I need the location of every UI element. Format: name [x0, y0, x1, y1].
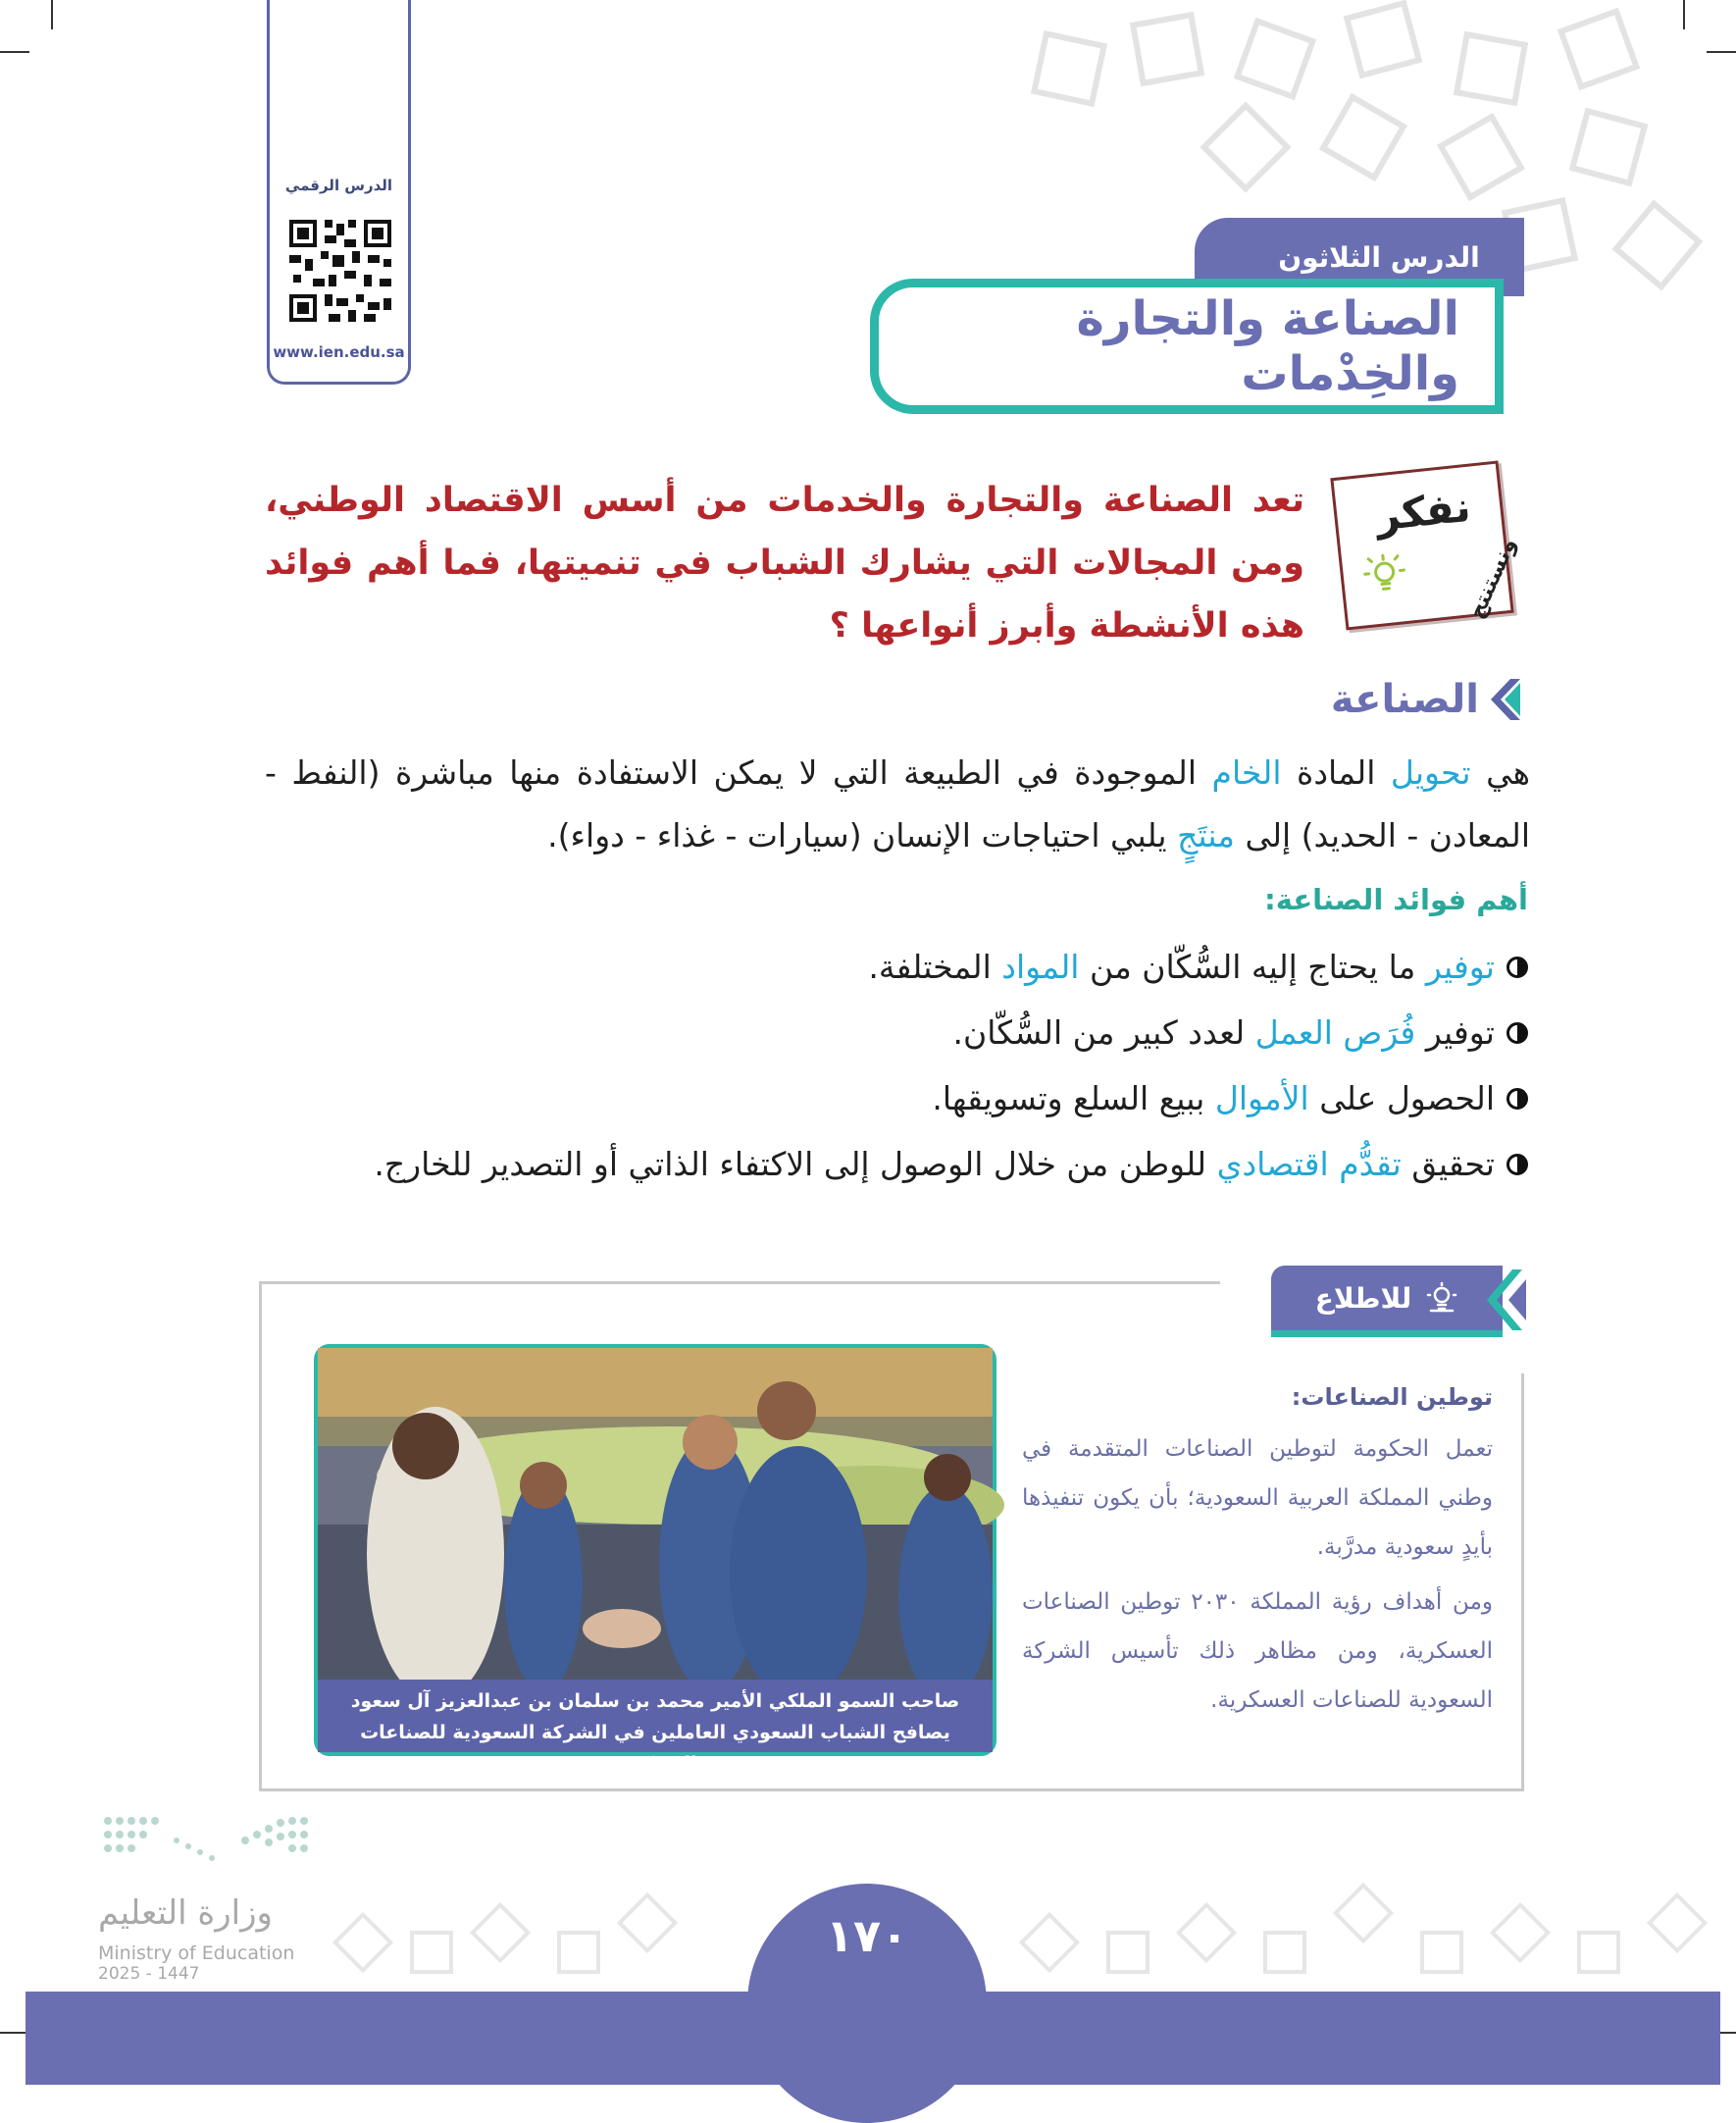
benefit-highlight: المواد: [1001, 948, 1079, 986]
section-heading: [1331, 677, 1522, 722]
bullet-icon: [1506, 957, 1528, 978]
list-item: [253, 1000, 1528, 1065]
news-photo: [314, 1344, 996, 1756]
digital-lesson-label: الدرس الرقمي: [270, 177, 408, 194]
crop-mark: [0, 51, 29, 53]
ministry-name-en: Ministry of Education: [98, 1942, 294, 1964]
benefit-highlight: توفير: [1426, 948, 1495, 986]
digital-lesson-card[interactable]: [267, 0, 411, 385]
definition-highlight: الخام: [1212, 753, 1282, 792]
benefit-text: المختلفة.: [868, 948, 1001, 986]
list-item: [253, 934, 1528, 1000]
benefit-text: لعدد كبير من السُّكّان.: [952, 1013, 1254, 1052]
site-url-link[interactable]: www.ien.edu.sa: [270, 343, 408, 361]
bullet-icon: [1506, 1022, 1528, 1044]
ministry-logo-icon: [98, 1811, 314, 1880]
definition-text: المادة: [1282, 753, 1391, 792]
bullet-icon: [1506, 1088, 1528, 1110]
photo-caption: [318, 1680, 993, 1752]
info-badge: [1271, 1266, 1503, 1337]
definition-text: الموجودة في الطبيعة التي لا يمكن الاستفادة منها مباشرة (النفط - المعادن - الحديد) إلى: [265, 753, 1530, 854]
chevron-left-icon: [1489, 677, 1522, 722]
info-paragraph: تعمل الحكومة لتوطين الصناعات المتقدمة في وطني المملكة العربية السعودية؛ بأن يكون تنفيذها بأيدٍ سعودية مدرَّبة.: [1022, 1424, 1493, 1572]
lesson-title-box: [870, 279, 1504, 414]
info-paragraph: ومن أهداف رؤية المملكة ٢٠٣٠ توطين الصناعات العسكرية، ومن مظاهر ذلك تأسيس الشركة السعودية للصناعات العسكرية.: [1022, 1578, 1493, 1725]
info-heading: توطين الصناعات:: [1292, 1383, 1493, 1411]
divider: [1521, 1373, 1524, 1791]
qr-code-icon[interactable]: [285, 216, 395, 326]
benefit-highlight: الأموال: [1215, 1079, 1309, 1117]
definition-text: يلبي احتياجات الإنسان (سيارات - غذاء - دواء).: [547, 816, 1177, 854]
list-item: [253, 1131, 1528, 1197]
chevron-left-icon: [1483, 1266, 1526, 1334]
crop-mark: [51, 0, 53, 29]
benefits-list: [253, 934, 1528, 1197]
divider: [259, 1281, 1220, 1284]
lightbulb-icon: [1359, 550, 1411, 602]
think-box: [1330, 460, 1513, 630]
bullet-icon: [1506, 1154, 1528, 1175]
lesson-title: الصناعة والتجارة والخِدْمات: [879, 291, 1459, 401]
benefit-text: توفير: [1415, 1013, 1495, 1052]
benefit-text: الحصول على: [1309, 1079, 1495, 1117]
crop-mark: [1707, 51, 1736, 53]
benefit-text: للوطن من خلال الوصول إلى الاكتفاء الذاتي أو التصدير للخارج.: [374, 1145, 1216, 1183]
photo-caption-line: يصافح الشباب السعودي العاملين في الشركة السعودية للصناعات العسكرية: [318, 1717, 993, 1780]
edition-year: 2025 - 1447: [98, 1964, 199, 1984]
benefit-text: ما يحتاج إليه السُّكّان من: [1079, 948, 1425, 986]
benefit-text: تحقيق: [1402, 1145, 1495, 1183]
benefit-highlight: تقدُّم اقتصادي: [1217, 1145, 1402, 1183]
ministry-name-ar: وزارة التعليم: [98, 1893, 314, 1933]
benefit-text: ببيع السلع وتسويقها.: [932, 1079, 1215, 1117]
industry-definition: [265, 742, 1530, 867]
photo-caption-line: صاحب السمو الملكي الأمير محمد بن سلمان بن عبدالعزيز آل سعود: [318, 1685, 993, 1717]
lightbulb-icon: [1425, 1281, 1458, 1315]
factory-photo-image: [318, 1348, 993, 1683]
benefits-title: أهم فوائد الصناعة:: [1264, 883, 1528, 916]
intro-question: تعد الصناعة والتجارة والخدمات من أسس الاقتصاد الوطني، ومن المجالات التي يشارك الشباب في تنميتها، فما أهم فوائد هذه الأنشطة وأبرز أنواعها ؟: [265, 469, 1304, 657]
think-title: نفكر: [1374, 483, 1473, 541]
lesson-number-tab: الدرس الثلاثون: [1195, 218, 1524, 296]
decorative-pattern: [324, 1864, 1736, 1992]
definition-highlight: تحويل: [1391, 753, 1471, 792]
info-badge-label: للاطلاع: [1315, 1282, 1412, 1315]
benefit-highlight: فُرَص العمل: [1255, 1013, 1416, 1052]
think-subtitle: ونستنتج: [1464, 535, 1521, 623]
page-number: ١٧٠: [747, 1909, 987, 1962]
definition-highlight: منتَجٍ: [1177, 816, 1235, 854]
list-item: [253, 1065, 1528, 1131]
definition-text: هي: [1471, 753, 1530, 792]
section-title: الصناعة: [1331, 677, 1479, 722]
